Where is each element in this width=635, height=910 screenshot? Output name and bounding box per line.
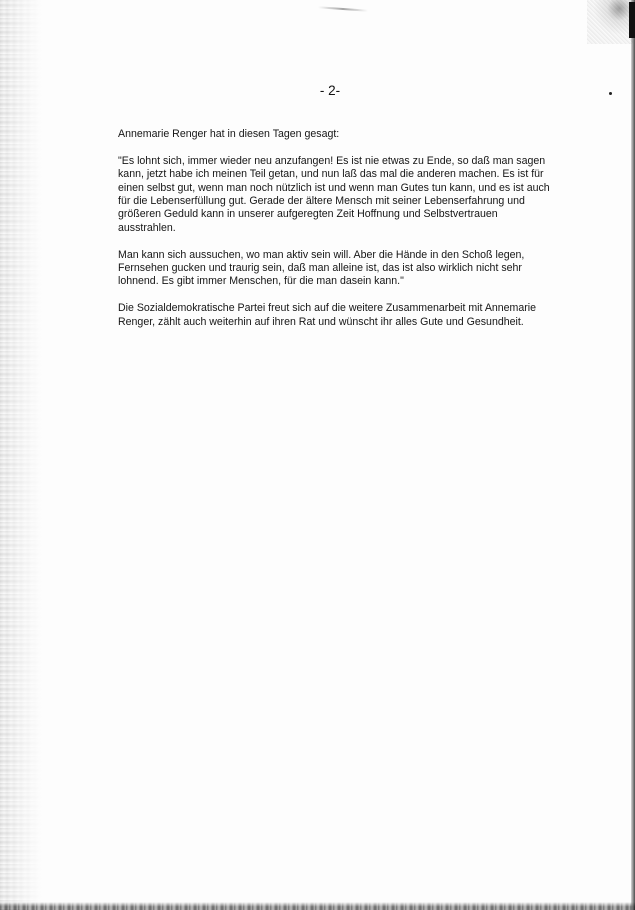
scan-smudge [318, 6, 368, 11]
letter-body [118, 128, 552, 342]
closing-paragraph: Die Sozialdemokratische Partei freut sich auf die weitere Zusammenarbeit mit Annemarie Renger, zählt auch weiterhin auf ihren Rat und wünscht ihr alles Gute und Gesundheit. [118, 302, 537, 328]
quote-paragraph-1: "Es lohnt sich, immer wieder neu anzufangen! Es ist nie etwas zu Ende, so daß man sagen kann, jetzt habe ich meinen Teil getan, und nun laß das mal die anderen machen. Es ist für einen selbst gut, wenn man noch nützlich ist und wenn man Gutes tun kann, und es ist auch für die Lebenserfüllung gut. Gerade der ältere Mensch mit seiner Lebenserfahrung und größeren Geduld kann in unserer aufgeregten Zeit Hoffnung und Selbstvertrauen ausstrahlen. [118, 154, 550, 234]
scan-edge-right [631, 0, 635, 910]
scan-corner-bar [629, 2, 635, 38]
scan-edge-bottom [0, 902, 635, 910]
scan-dot [609, 92, 612, 95]
scan-edge-left [0, 0, 42, 910]
page-number: - 2- [319, 83, 341, 98]
intro-line: Annemarie Renger hat in diesen Tagen gesagt: [118, 128, 340, 140]
scan-corner-mark [587, 0, 633, 44]
quote-paragraph-2: Man kann sich aussuchen, wo man aktiv sein will. Aber die Hände in den Schoß legen, Fernsehen gucken und traurig sein, daß man alleine ist, das ist also wirklich nicht sehr lohnend. Es gibt immer Menschen, für die man dasein kann." [118, 248, 525, 288]
